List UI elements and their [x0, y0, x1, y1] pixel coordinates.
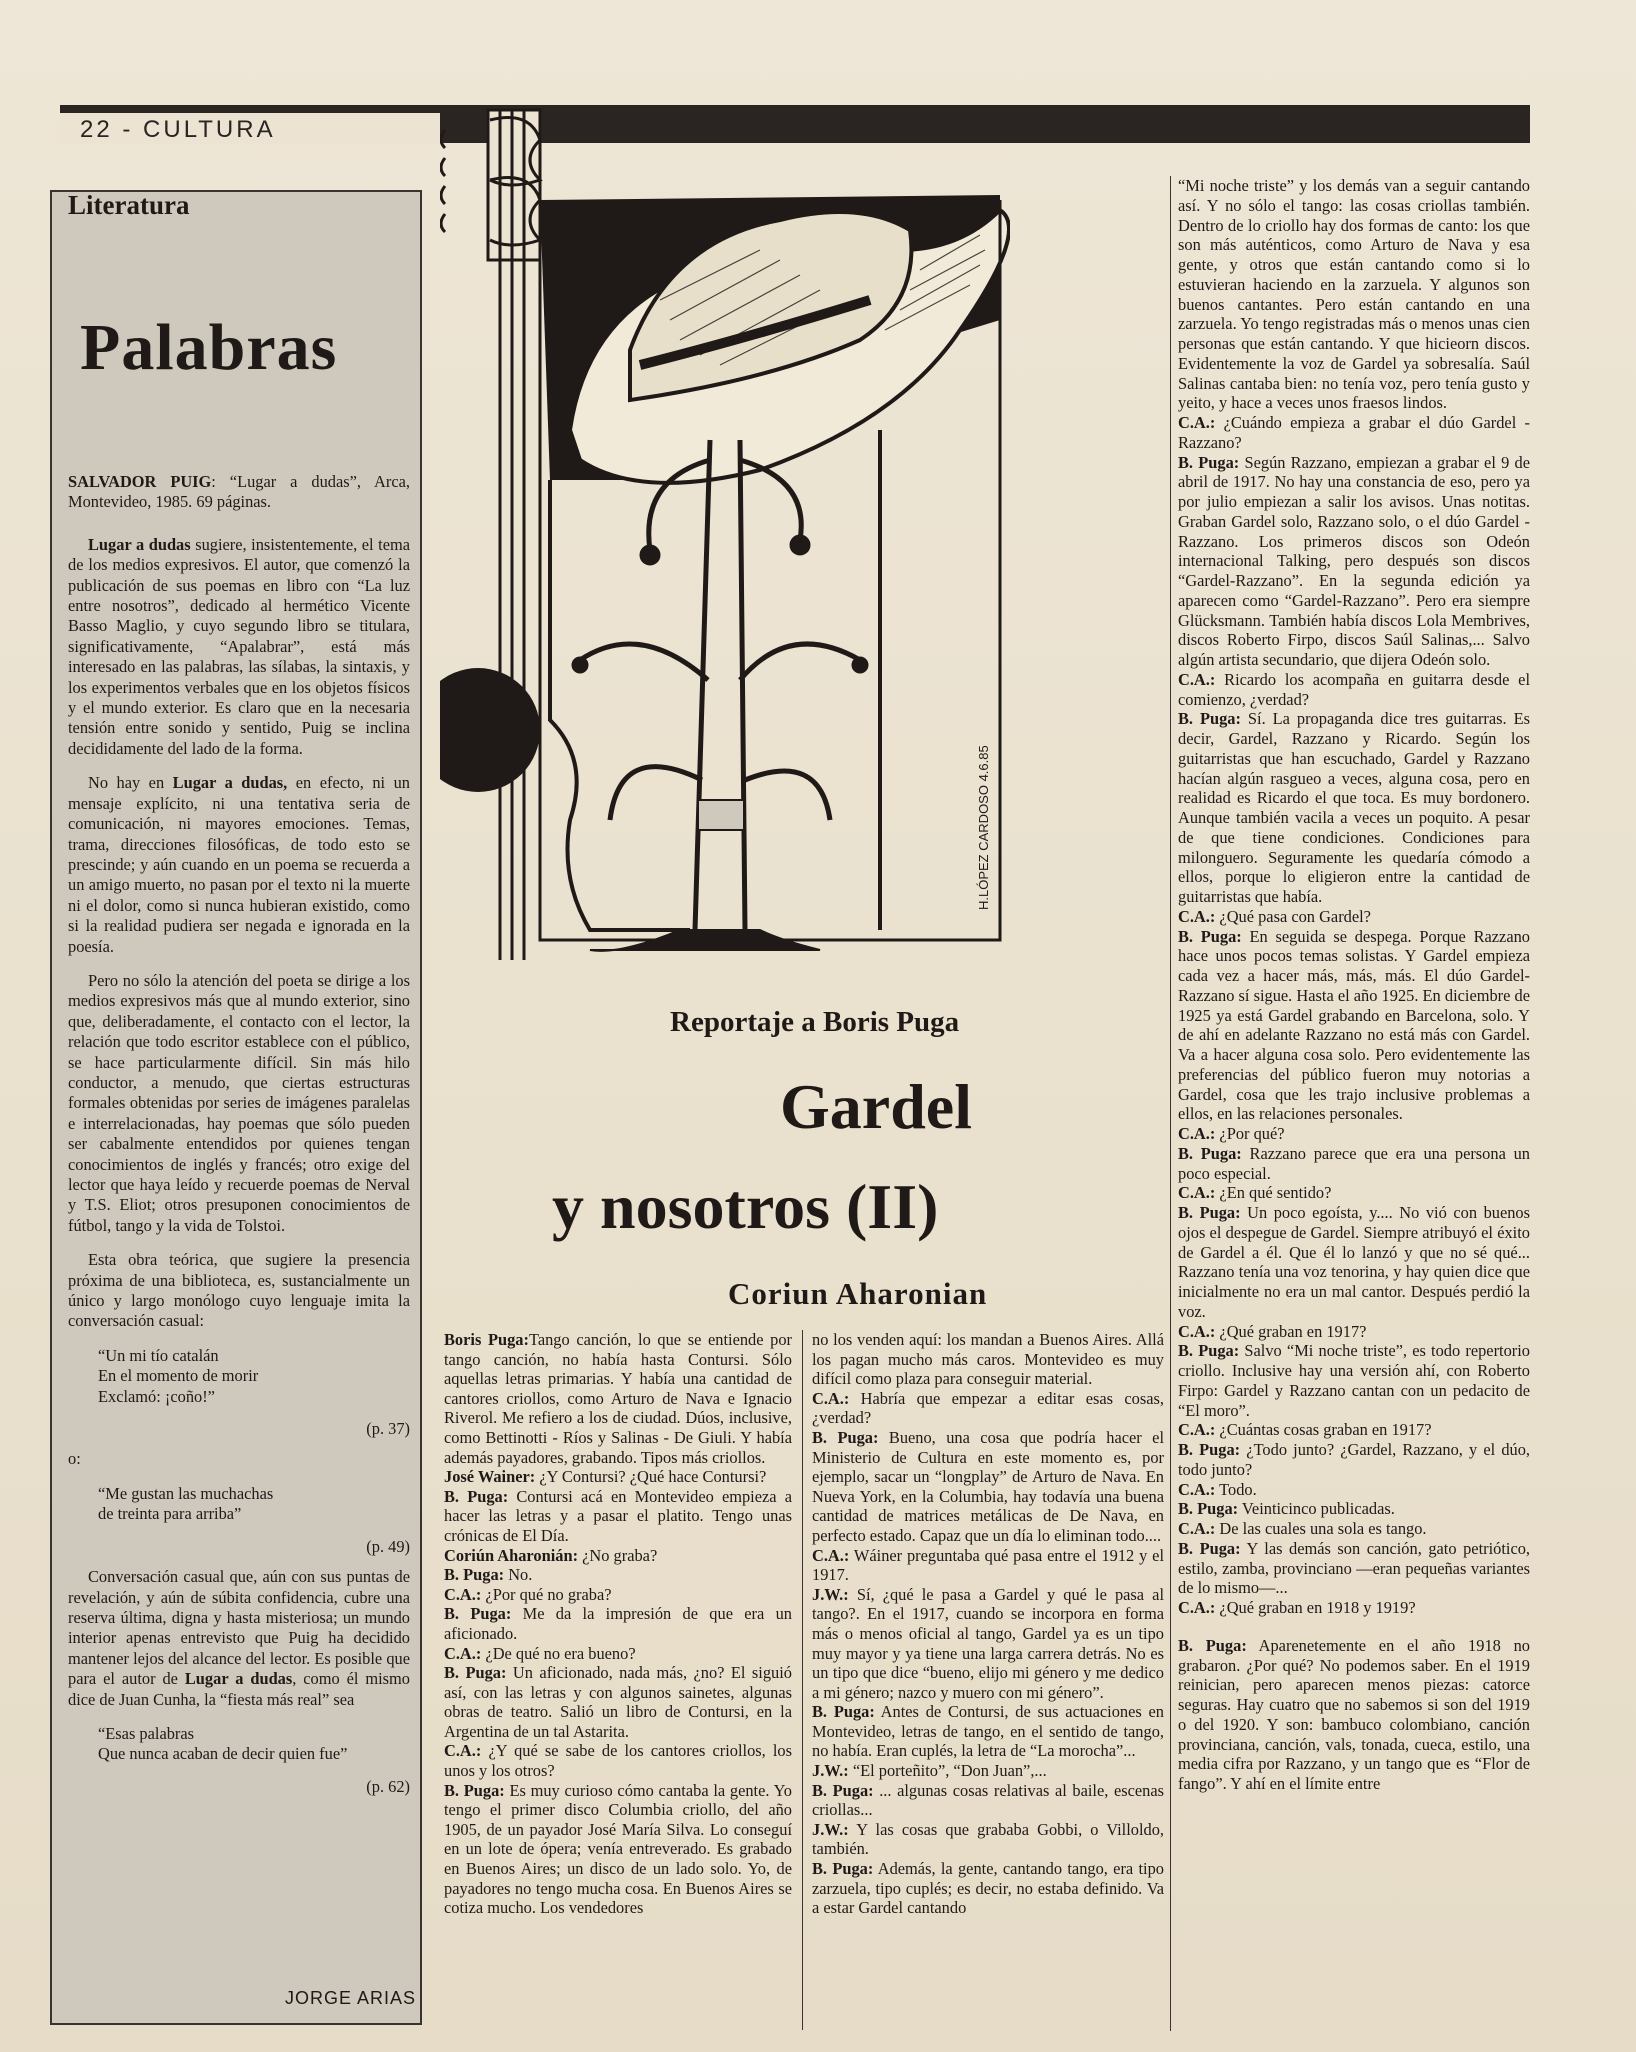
speech-text: Es muy curioso cómo cantaba la gente. Yo tengo el primer disco Columbia criollo, del año 1905, de un payador José María Silva. Lo conseguí en un lote de ópera; venía entreverado. Es grabado en Buenos Aires; un disco de un lado solo. Yo, de payadores no tengo mucha cosa. En Buenos Aires se cotiza mucho. Los vendedores	[444, 1780, 792, 1918]
interview-paragraph	[1178, 1183, 1530, 1203]
byline: Coriun Aharonian	[728, 1276, 988, 1311]
quote-line: “Me gustan las muchachas	[98, 1483, 274, 1503]
article-column-1	[444, 1330, 792, 1918]
speaker-label: B. Puga:	[444, 1486, 509, 1506]
speech-text: Aparenetemente en el año 1918 no grabaron. ¿Por qué? No podemos saber. En el 1919 reinician, pero aparecen menos piezas: catorce seguras. Hay cuatro que no sabemos si son del 1919 o del 1920. Y son: bambuco colombiano, canción provinciana, canción, vals, tonada, cueca, estilo, una media cifra por Razzano, y un tango que es “Flor de fango”. Y ahí en el límite entre	[1178, 1635, 1530, 1793]
speaker-label: C.A.:	[812, 1388, 850, 1408]
paragraph-text: , como él mismo dice de Juan Cunha, la “fiesta más real” sea	[68, 1669, 410, 1709]
speech-text: ¿Cuándo empieza a grabar el dúo Gardel - Razzano?	[1178, 413, 1530, 452]
speech-text: En seguida se despega. Porque Razzano hace unos pocos temas solistas. Y Gardel empieza cada vez a hacer más, más, más. El dúo Gardel-Razzano sí sigue. Hasta el año 1925. En diciembre de 1925 ya está Gardel grabando en Barcelona, solo. Y de ahí en adelante Razzano no está más con Gardel. Va a hacer alguna cosa solo. Pero evidentemente las preferencias del público fueron muy notorias a Gardel, cosa que les trajo inclusive problemas a ellos, en las relaciones personales.	[1178, 926, 1530, 1124]
speaker-label: B. Puga:	[1178, 1538, 1241, 1558]
speech-text: “El porteñito”, “Don Juan”,...	[848, 1761, 1047, 1781]
speech-text: Veinticinco publicadas.	[1238, 1499, 1395, 1519]
interview-paragraph	[444, 1565, 792, 1585]
interview-paragraph	[812, 1585, 1164, 1703]
speaker-label: B. Puga:	[444, 1604, 512, 1624]
book-title: Lugar a dudas,	[172, 773, 288, 793]
sidebar-title: Palabras	[80, 311, 338, 384]
interview-paragraph	[444, 1781, 792, 1918]
review-paragraph: Esta obra teórica, que sugiere la presencia próxima de una biblioteca, es, sustancialmente un único y largo monólogo cuyo lenguaje imita la conversación casual:	[68, 1250, 410, 1331]
headline-line-1: Gardel	[780, 1071, 972, 1142]
interview-paragraph	[444, 1585, 792, 1605]
interview-paragraph	[1178, 670, 1530, 710]
book-title: Lugar a dudas	[184, 1669, 293, 1689]
speaker-label: C.A.:	[1178, 1598, 1216, 1617]
column-divider	[1170, 176, 1171, 2031]
speech-text: no los venden aquí: los mandan a Buenos Aires. Allá los pagan mucho más caros. Montevideo es muy difícil como plaza para conseguir material.	[812, 1330, 1164, 1389]
interview-paragraph	[444, 1663, 792, 1741]
speaker-label: C.A.:	[444, 1643, 482, 1663]
speaker-label: B. Puga:	[1178, 709, 1241, 729]
speech-text: Según Razzano, empiezan a grabar el 9 de abril de 1917. No hay una constancia de eso, pero ya por julio empiezan a salir los avisos. Unas notitas. Graban Gardel solo, Razzano solo, o el dúo Gardel - Razzano. Los primeros discos son Odeón internacional Talking, pero después son discos “Gardel-Razzano”. En la segunda edición ya aparecen como “Gardel-Razzano”. Pero era siempre Glücksmann. También había discos Lola Membrives, discos Roberto Firpo, discos Saúl Salinas,... Salvo algún artista secundario, que dijera Odeón solo.	[1178, 452, 1531, 669]
speaker-label: B. Puga:	[812, 1859, 874, 1879]
interview-paragraph	[444, 1546, 792, 1566]
interview-paragraph	[444, 1604, 792, 1643]
interview-paragraph	[1178, 927, 1530, 1125]
sidebar-body	[68, 472, 410, 1807]
speech-text: Un aficionado, nada más, ¿no? El siguió así, con las letras y con algunos sainetes, algunas obras de teatro. Salió un libro de Contursi, en la Argentina de un tal Astarita.	[444, 1663, 792, 1741]
speaker-label: C.A.:	[1178, 1420, 1216, 1440]
speaker-label: C.A.:	[1178, 669, 1216, 689]
speech-text: Además, la gente, cantando tango, era tipo zarzuela, tipo cuplés; es decir, no estaba definido. Va a estar Gardel cantando	[812, 1859, 1165, 1918]
speaker-label: B. Puga:	[1178, 926, 1242, 946]
guitar-pegs	[441, 110, 540, 960]
speech-text: ... algunas cosas relativas al baile, escenas criollas...	[812, 1780, 1164, 1820]
interview-paragraph	[812, 1546, 1164, 1585]
interview-paragraph	[1178, 1322, 1530, 1342]
speaker-label: Boris Puga:	[444, 1330, 529, 1349]
hat-coatrack-illustration	[440, 100, 1010, 960]
speech-text: ¿No graba?	[578, 1545, 658, 1565]
page-reference: (p. 37)	[366, 1419, 410, 1439]
speaker-label: B. Puga:	[812, 1702, 875, 1722]
speaker-label: B. Puga:	[1178, 1341, 1240, 1361]
interview-paragraph	[1178, 1420, 1530, 1440]
speaker-label: C.A.:	[1178, 1479, 1216, 1499]
interview-paragraph	[1178, 453, 1530, 670]
speaker-label: J.W.:	[812, 1584, 849, 1604]
quote-line: Que nunca acaban de decir quien fue”	[98, 1744, 348, 1764]
speaker-label: B. Puga:	[444, 1780, 505, 1800]
quote-line: Exclamó: ¡coño!”	[98, 1386, 215, 1406]
interview-paragraph	[1178, 1499, 1530, 1519]
speaker-label: J.W.:	[812, 1761, 849, 1781]
speaker-label: C.A.:	[1178, 1124, 1216, 1143]
interview-paragraph	[812, 1428, 1164, 1546]
paragraph-text: en efecto, ni un mensaje explícito, ni una tentativa seria de comunicación, ni mayores emociones. Temas, trama, direcciones filosóficas, de todo esto se prescinde; y aún cuando en un poema se recuerda a un amigo muerto, no pasan por el texto ni la muerte ni el dolor, como si nunca hubieran existido, como si la realidad pudiera ser negada e ignorada en la poesía.	[68, 773, 410, 956]
speech-text: De las cuales una sola es tango.	[1215, 1519, 1427, 1538]
interview-paragraph	[812, 1761, 1164, 1781]
speaker-label: B. Puga:	[812, 1427, 879, 1447]
speech-text: Tango canción, lo que se entiende por tango canción, no había hasta Contursi. Sólo aquellas letras primarias. Y había una cantidad de cantores criollos, como Arturo de Nava e Ignacio Riverol. Me refiero a los de ciudad. Dúos, inclusive, como Bettinotti - Ríos y Salinas - De Giuli. Y había además payadores, grabando. Tipos más criollos.	[444, 1330, 792, 1467]
speech-text: ¿Qué graban en 1918 y 1919?	[1215, 1598, 1416, 1617]
review-paragraph	[68, 773, 410, 957]
paragraph-text: Conversación casual que, aún con sus puntas de revelación, y aún de súbita confidencia, cubre una reserva última, digna y hasta misteriosa; un mundo interior apenas entrevisto que Puig ha decidido mantener lejos del alcance del lector. Es posible que para el autor de	[68, 1567, 410, 1689]
interview-paragraph	[1178, 1636, 1530, 1794]
speaker-label: B. Puga:	[1178, 1143, 1242, 1163]
speech-text: Y las demás son canción, gato petriótico, estilo, zamba, provinciano —eran pequeñas variantes de lo mismo—...	[1178, 1538, 1531, 1598]
page-reference: (p. 62)	[366, 1776, 410, 1796]
speaker-label: B. Puga:	[1178, 1499, 1239, 1519]
poem-quote	[98, 1724, 410, 1765]
article-column-3	[1178, 176, 1530, 1794]
speech-text: Contursi acá en Montevideo empieza a hacer las letras y a pasar el platito. Tengo unas crónicas de El Día.	[444, 1486, 792, 1545]
speech-text: Bueno, una cosa que podría hacer el Ministerio de Cultura en este momento es, por ejemplo, sacar un “longplay” de Arturo de Nava. En Nueva York, en la Columbia, hay todavía una buena cantidad de matrices metálicas de De Nava, en perfecto estado. Capaz que un día lo eliminan todo....	[812, 1427, 1165, 1545]
speech-text: No.	[504, 1565, 533, 1585]
review-author: JORGE ARIAS	[285, 1988, 417, 2008]
quote-line: “Esas palabras	[98, 1723, 195, 1743]
interview-paragraph	[1178, 1539, 1530, 1598]
interview-paragraph	[812, 1781, 1164, 1820]
speech-text: Me da la impresión de que era un aficionado.	[444, 1604, 792, 1643]
speech-text: Todo.	[1215, 1479, 1257, 1499]
interview-paragraph	[1178, 1124, 1530, 1144]
interview-paragraph	[1178, 907, 1530, 927]
speaker-label: B. Puga:	[812, 1780, 874, 1800]
speaker-label: B. Puga:	[1178, 452, 1240, 472]
interview-paragraph	[444, 1741, 792, 1780]
review-paragraph	[68, 535, 410, 759]
interview-paragraph	[1178, 1480, 1530, 1500]
speaker-label: B. Puga:	[1178, 1635, 1247, 1655]
speaker-label: José Wainer:	[444, 1467, 536, 1487]
speaker-label: C.A.:	[444, 1584, 482, 1604]
interview-paragraph	[444, 1487, 792, 1546]
speaker-label: C.A.:	[1178, 1519, 1216, 1538]
bibliography-line	[68, 472, 410, 513]
quote-line: En el momento de morir	[98, 1366, 259, 1386]
interview-paragraph	[812, 1702, 1164, 1761]
article-kicker: Reportaje a Boris Puga	[670, 1006, 960, 1038]
column-divider	[802, 1330, 803, 2030]
illustrator-signature: H.LÓPEZ CARDOSO 4.6.85	[976, 745, 991, 910]
speech-text: ¿Todo junto? ¿Gardel, Razzano, y el dúo, todo junto?	[1178, 1440, 1531, 1479]
interview-paragraph	[812, 1820, 1164, 1859]
speech-text: Y las cosas que grababa Gobbi, o Villoldo, también.	[812, 1819, 1164, 1859]
speech-text: “Mi noche triste” y los demás van a seguir cantando así. Y no sólo el tango: las cosas criollas también. Dentro de lo criollo hay dos formas de canto: los que son más auténticos, como Arturo de Nava y esa gente, y otros que están cantando como si lo estuvieran haciendo en la zarzuela. Y algunos son buenos cantantes. Pero están cantando en una zarzuela. Yo tengo registradas más o menos unas cien personas que están cantando. Y que hicieorn discos. Evidentemente la voz de Gardel ya sobresalía. Saúl Salinas cantaba bien: no tenía voz, pero tenía gusto y yeito, y hace a veces unos fraesos lindos.	[1178, 176, 1530, 413]
book-title: Lugar a dudas	[88, 534, 191, 554]
speech-text: ¿Por qué no graba?	[481, 1584, 612, 1604]
quote-line: “Un mi tío catalán	[98, 1345, 219, 1365]
paragraph-text: No hay en	[88, 773, 173, 793]
interview-paragraph	[444, 1644, 792, 1664]
speaker-label: C.A.:	[1178, 1183, 1216, 1203]
speaker-label: J.W.:	[812, 1819, 849, 1839]
speaker-label: B. Puga:	[1178, 1440, 1241, 1459]
speaker-label: B. Puga:	[1178, 1203, 1241, 1222]
sidebar-section-label: Literatura	[68, 190, 190, 220]
speaker-label: C.A.:	[444, 1741, 482, 1761]
speaker-label: C.A.:	[1178, 413, 1216, 432]
interview-paragraph	[444, 1330, 792, 1467]
guitar-body	[440, 430, 880, 930]
speech-text: Salvo “Mi noche triste”, es todo repertorio criollo. Inclusive hay una versión ahí, con Roberto Firpo: Gardel y Razzano cantan con un pedacito de “El moro”.	[1178, 1341, 1530, 1420]
bib-rest: : “Lugar a dudas”, Arca, Montevideo, 1985. 69 páginas.	[68, 472, 411, 512]
speech-text: ¿Cuántas cosas graban en 1917?	[1215, 1420, 1432, 1440]
speaker-label: B. Puga:	[444, 1663, 507, 1683]
interview-paragraph	[812, 1859, 1164, 1918]
coat-rack	[572, 440, 868, 951]
speech-text: ¿De qué no era bueno?	[481, 1643, 636, 1663]
speech-text: ¿Qué pasa con Gardel?	[1215, 906, 1371, 926]
article-column-2	[812, 1330, 1164, 1918]
speaker-label: Coriún Aharonián:	[444, 1545, 579, 1565]
interview-paragraph	[812, 1330, 1164, 1389]
interview-paragraph	[1178, 709, 1530, 907]
interview-paragraph	[1178, 413, 1530, 453]
speech-text: Sí. La propaganda dice tres guitarras. Es decir, Gardel, Razzano y Ricardo. Según los guitarristas que han escuchado, Gardel y Razzano hacían algún rasgueo a veces, alguna cosa, pero en realidad es Ricardo el que toca. Es muy bordonero. Aunque también vacila a veces un poquito. A pesar de que tiene condiciones. Condiciones para milonguero. Seguramente les quedaría cómodo a ellos, porque lo eligieron entre la cantidad de guitarristas que había.	[1178, 709, 1530, 906]
speech-text: ¿Y Contursi? ¿Qué hace Contursi?	[535, 1467, 767, 1487]
poem-quote	[98, 1484, 410, 1525]
interview-paragraph	[1178, 1144, 1530, 1184]
speech-text: Antes de Contursi, de sus actuaciones en Montevideo, letras de tango, en el sentido de tango, no había. Eran cuplés, la letra de “La morocha”...	[812, 1702, 1164, 1761]
speaker-label: C.A.:	[812, 1545, 850, 1565]
speaker-label: C.A.:	[1178, 1321, 1216, 1341]
interview-paragraph	[1178, 1440, 1530, 1480]
speech-text: Un poco egoísta, y.... No vió con buenos ojos el despegue de Gardel. Siempre atribuyó el éxito de Gardel a él. Que él lo lanzó y que no sé qué... Razzano tenía una voz tenorina, y hay quien dice que inicialmente no era un mal cantor. Después perdió la voz.	[1178, 1203, 1530, 1321]
page-section-header: 22 - CULTURA	[80, 116, 276, 143]
speech-text: ¿Por qué?	[1215, 1124, 1285, 1143]
interview-paragraph	[812, 1389, 1164, 1428]
review-paragraph: Pero no sólo la atención del poeta se dirige a los medios expresivos más que al mundo exterior, sino que, deliberadamente, el contacto con el lector, la relación que todo escritor establece con el público, se hace particularmente difícil. Sin más hilo conductor, a menudo, que ciertas estructuras formales obtenidas por series de imágenes paralelas e interrelacionadas, hay poemas que sólo pueden ser cabalmente entendidos por quienes tengan conocimientos de inglés y francés; otro exige del lector que haya leído y recuerde poemas de Nerval y T.S. Eliot; otros presuponen conocimientos de fútbol, tango y la vida de Tolstoi.	[68, 970, 410, 1235]
headline-line-2: y nosotros (II)	[552, 1171, 939, 1242]
speech-text: ¿En qué sentido?	[1215, 1183, 1332, 1203]
paragraph-text: sugiere, insistentemente, el tema de los medios expresivos. El autor, que comenzó la publicación de sus poemas en libro con “La luz entre nosotros”, dedicado al hermético Vicente Basso Maglio, y cuyo segundo libro se titulara, significativamente, “Apalabrar”, está más interesado en las palabras, las sílabas, la sintaxis, y los experimentos verbales que en los objetos físicos y el mundo exterior. Es claro que en la necesaria tensión entre sonido y sentido, Puig se inclina decididamente del lado de la forma.	[68, 534, 411, 758]
review-paragraph	[68, 1567, 410, 1710]
speech-text: Sí, ¿qué le pasa a Gardel y qué le pasa al tango?. En el 1917, cuando se incorpora en forma más o menos oficial al tango, Gardel ya es un tipo muy mayor y ya tiene una larga carrera detrás. No es un tipo que dice “bueno, elijo mi género y me dedico a mi género; nazco y muero con mi género”.	[812, 1584, 1164, 1702]
interview-paragraph	[1178, 176, 1530, 413]
bib-author: SALVADOR PUIG	[68, 472, 212, 491]
speech-text: Wáiner preguntaba qué pasa entre el 1912 y el 1917.	[812, 1545, 1164, 1585]
speech-text: Ricardo los acompaña en guitarra desde el comienzo, ¿verdad?	[1178, 669, 1530, 709]
speech-text: ¿Qué graban en 1917?	[1215, 1321, 1367, 1341]
interview-paragraph	[1178, 1341, 1530, 1420]
page-reference: (p. 49)	[366, 1536, 410, 1556]
interview-paragraph	[444, 1467, 792, 1487]
speaker-label: C.A.:	[1178, 906, 1216, 926]
interview-paragraph	[1178, 1598, 1530, 1618]
quote-line: de treinta para arriba”	[98, 1504, 242, 1524]
speech-text: Habría que empezar a editar esas cosas, ¿verdad?	[812, 1388, 1164, 1428]
speech-text: Razzano parece que era una persona un poco especial.	[1178, 1143, 1531, 1183]
connector-text: o:	[68, 1449, 81, 1469]
interview-paragraph	[1178, 1519, 1530, 1539]
speaker-label: B. Puga:	[444, 1565, 505, 1585]
speech-text: ¿Y qué se sabe de los cantores criollos, los unos y los otros?	[444, 1741, 792, 1781]
poem-quote	[98, 1346, 410, 1407]
interview-paragraph	[1178, 1203, 1530, 1322]
